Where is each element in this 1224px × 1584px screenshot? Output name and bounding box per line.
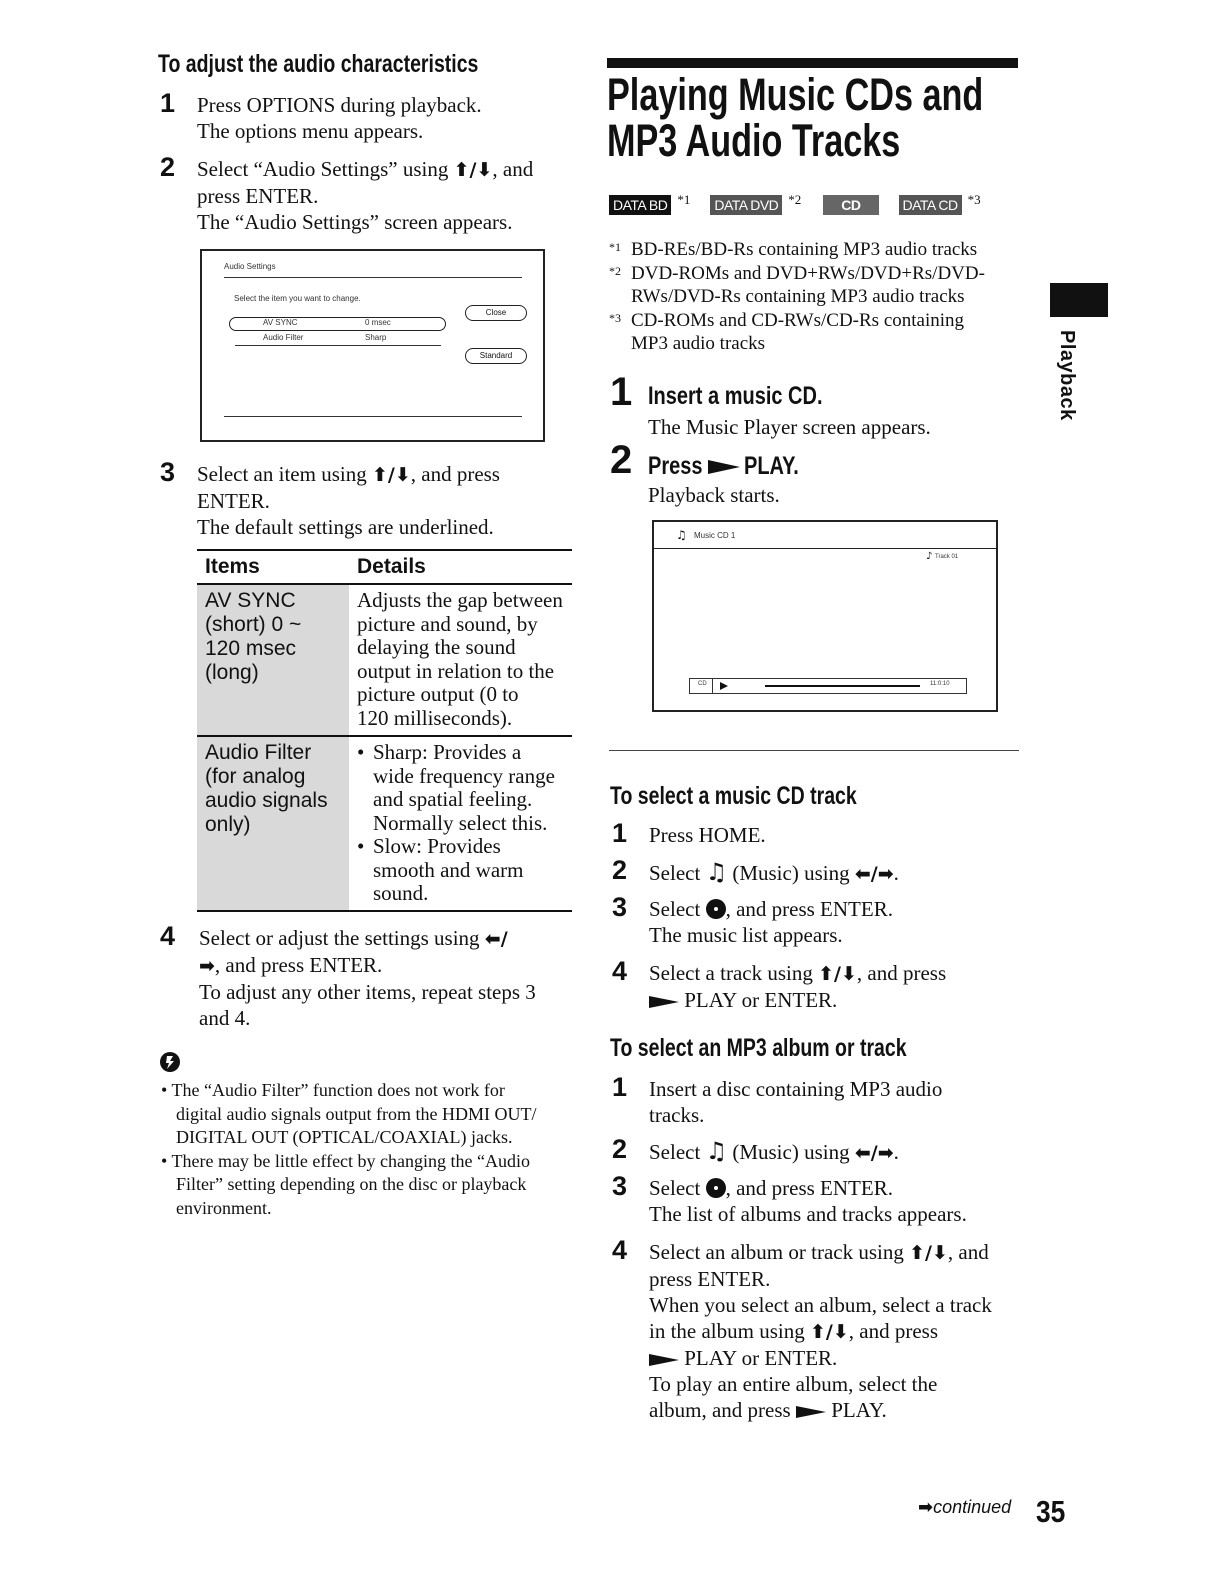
close-button[interactable]: Close [465, 305, 527, 321]
step-number: 1 [612, 818, 628, 848]
step-text: Select , and press ENTER. The list of albums and tracks appears. [649, 1176, 967, 1226]
step-number: 4 [612, 1235, 628, 1265]
table-row [197, 584, 572, 736]
play-icon [649, 1354, 679, 1366]
right-arrow-icon: ➡ [918, 1497, 934, 1518]
play-icon [708, 460, 740, 474]
step-text: Select ♫ (Music) using ⬅/➡. [649, 1137, 899, 1165]
audio-settings-screen [200, 249, 545, 442]
screen-title: Audio Settings [224, 262, 276, 271]
details-cell: Adjusts the gap between picture and sound, by delaying the sound output in relation to the picture output (0 to 120 milliseconds). [357, 588, 563, 730]
settings-table [197, 549, 572, 912]
right-arrow-icon: ➡ [199, 955, 215, 977]
table-header: Items [197, 550, 349, 584]
step-number: 1 [612, 1072, 628, 1102]
table-row [197, 736, 572, 911]
data-dvd-icon: DATA DVD [710, 195, 782, 215]
play-icon [649, 996, 679, 1008]
data-bd-icon: DATA BD [609, 195, 671, 215]
side-tab-marker [1050, 283, 1108, 317]
step-number: 3 [612, 892, 628, 922]
section-heading: To select a music CD track [610, 782, 857, 810]
step-number: 1 [610, 370, 633, 414]
note-icon [159, 1051, 181, 1073]
step-number: 1 [160, 88, 176, 118]
progress-bar: CD 11:0:10 [689, 678, 967, 694]
data-cd-icon: DATA CD [899, 195, 962, 215]
details-cell: • Sharp: Provides a wide frequency range and spatial feeling. Normally select this. • Slow: Provides smooth and warm sound. [357, 740, 555, 905]
left-arrow-icon: ⬅/ [484, 928, 508, 950]
step-text: Press HOME. [649, 823, 766, 847]
music-icon: ♫ [705, 1137, 728, 1165]
step-number: 2 [612, 855, 628, 885]
item-cell: AV SYNC (short) 0 ~ 120 msec (long) [197, 584, 349, 736]
step-text: Select a track using ⬆/⬇, and press PLAY or ENTER. [649, 961, 947, 1012]
up-down-arrow-icon: ⬆/⬇ [818, 963, 857, 985]
standard-button[interactable]: Standard [465, 348, 527, 364]
step-text: Select , and press ENTER. The music list appears. [649, 897, 893, 947]
step-number: 2 [612, 1134, 628, 1164]
step-number: 4 [612, 956, 628, 986]
step-title: Insert a music CD. [648, 382, 823, 410]
setting-row[interactable]: Audio Filter Sharp [235, 333, 441, 346]
left-right-arrow-icon: ⬅/➡ [854, 863, 894, 885]
music-note-icon: ♫ [676, 528, 687, 542]
item-cell: Audio Filter (for analog audio signals only) [197, 736, 349, 911]
footnotes: *1 BD-REs/BD-Rs containing MP3 audio tracks *2 DVD-ROMs and DVD+RWs/DVD+Rs/DVD- RWs/DVD-Rs containing MP3 audio tracks *3 CD-ROMs and CD-RWs/CD-Rs containing MP3 audio tracks [609, 239, 985, 354]
note-item: • There may be little effect by changing the “Audio Filter” setting depending on the disc or playback environment. [161, 1150, 531, 1218]
page-number: 35 [1036, 1494, 1066, 1529]
playing-icon: ♪ [926, 551, 933, 562]
music-player-screen [652, 520, 998, 712]
page-title: Playing Music CDs and MP3 Audio Tracks [607, 69, 984, 166]
disc-icon [706, 1178, 726, 1198]
screen-prompt: Select the item you want to change. [234, 294, 361, 303]
step-number: 2 [160, 152, 176, 182]
step-number: 2 [610, 438, 633, 482]
step-text: Insert a disc containing MP3 audio tracks. [649, 1077, 943, 1127]
step-text: Select ♫ (Music) using ⬅/➡. [649, 858, 899, 886]
up-down-arrow-icon: ⬆/⬇ [810, 1321, 849, 1343]
music-icon: ♫ [705, 858, 728, 886]
step-text: Select “Audio Settings” using ⬆/⬇, and press ENTER. The “Audio Settings” screen appears. [197, 157, 534, 234]
step-text: Select an album or track using ⬆/⬇, and press ENTER. When you select an album, select a track in the album using ⬆/⬇, and press PLAY or ENTER. To play an entire album, select the album, and press PLAY. [649, 1240, 992, 1422]
step-text: Select an item using ⬆/⬇, and press ENTER. The default settings are underlined. [197, 462, 500, 539]
up-down-arrow-icon: ⬆/⬇ [371, 464, 411, 486]
step-text: The Music Player screen appears. [648, 415, 931, 439]
cd-icon: CD [823, 195, 878, 215]
step-text: Select or adjust the settings using ⬅/ ➡, and press ENTER. To adjust any other items, repeat steps 3 and 4. [199, 926, 536, 1030]
step-number: 4 [160, 921, 176, 951]
up-down-arrow-icon: ⬆/⬇ [909, 1242, 948, 1264]
notes [161, 1079, 581, 1220]
track-label: Track 01 [935, 554, 959, 560]
side-tab-label: Playback [1056, 330, 1078, 421]
play-icon [796, 1406, 826, 1418]
left-right-arrow-icon: ⬅/➡ [854, 1142, 894, 1164]
section-heading-audio: To adjust the audio characteristics [158, 50, 479, 78]
disc-type-icons: DATA BD $^{*1}$ DATA DVD $^{*2}$ CD DATA CD $^{*3}$ [609, 192, 981, 215]
table-header: Details [349, 550, 572, 584]
step-text: Press OPTIONS during playback. The options menu appears. [197, 93, 482, 143]
step-number: 3 [612, 1171, 628, 1201]
play-icon [720, 682, 728, 690]
disc-icon [706, 899, 726, 919]
step-title: PressPLAY. [648, 452, 799, 480]
step-text: Playback starts. [648, 483, 780, 507]
section-divider [609, 750, 1019, 751]
continued-label: ➡continued [918, 1497, 1012, 1518]
section-heading: To select an MP3 album or track [610, 1034, 907, 1062]
setting-row-selected[interactable]: AV SYNC 0 msec [229, 317, 446, 331]
up-down-arrow-icon: ⬆/⬇ [453, 159, 493, 181]
title-rule [607, 58, 1018, 68]
player-header: Music CD 1 [694, 531, 736, 540]
note-item: • The “Audio Filter” function does not work for digital audio signals output from the HDMI OUT/ DIGITAL OUT (OPTICAL/COAXIAL) jacks. [161, 1080, 537, 1147]
step-number: 3 [160, 457, 176, 487]
